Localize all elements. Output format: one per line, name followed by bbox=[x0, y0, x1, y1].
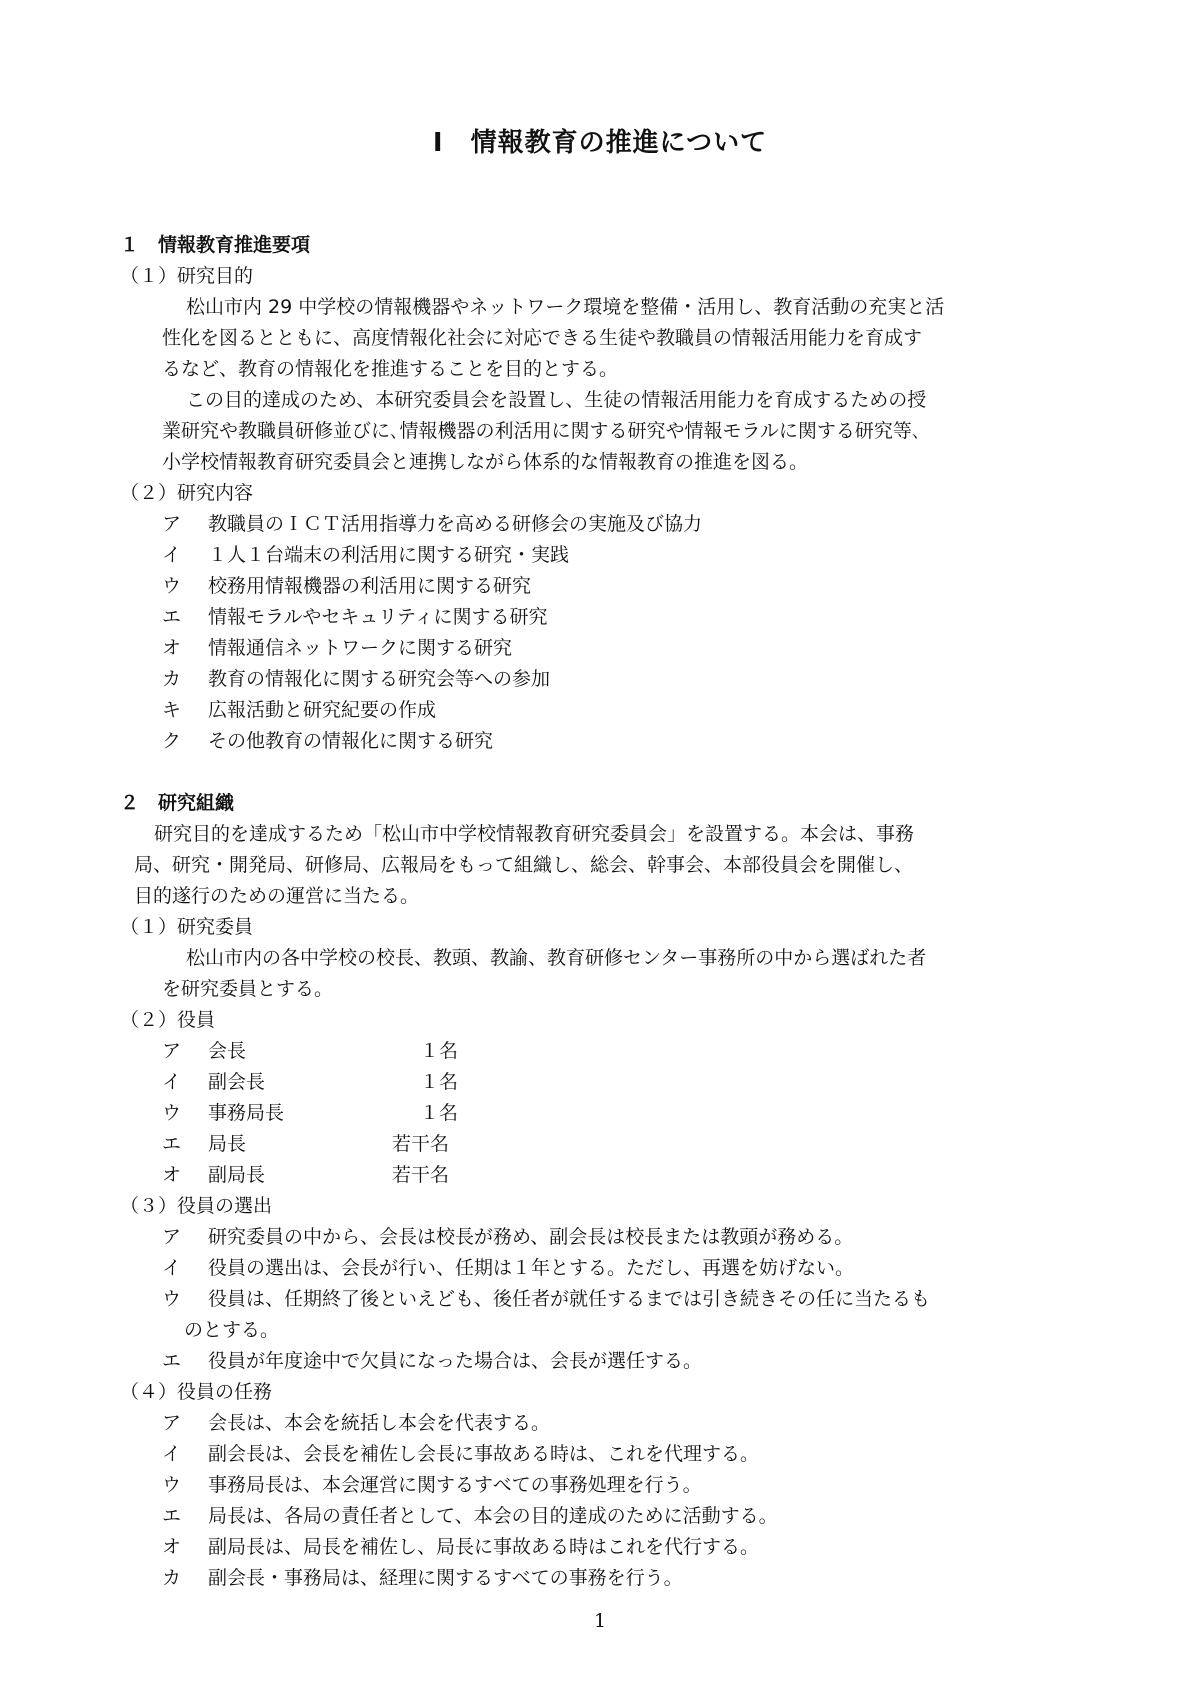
subsection-heading: （２）研究内容 bbox=[120, 482, 254, 504]
officer-count: １名 bbox=[420, 1102, 459, 1124]
subsection-heading: （２）役員 bbox=[120, 1009, 216, 1031]
list-mark: ア bbox=[162, 1040, 182, 1062]
list-text: 教職員のＩＣＴ活用指導力を高める研修会の実施及び協力 bbox=[208, 513, 703, 535]
list-text: 情報通信ネットワークに関する研究 bbox=[208, 637, 513, 659]
list-mark: キ bbox=[162, 699, 182, 721]
list-text: 副局長は、局長を補佐し、局長に事故ある時はこれを代行する。 bbox=[208, 1536, 760, 1558]
section-heading: ２ 研究組織 bbox=[120, 792, 235, 814]
officer-count: １名 bbox=[420, 1071, 459, 1093]
paragraph-line: 研究目的を達成するため「松山市中学校情報教育研究委員会」を設置する。本会は、事務 bbox=[154, 823, 915, 845]
list-mark: オ bbox=[162, 1164, 182, 1186]
officer-role: 副局長 bbox=[208, 1164, 266, 1186]
list-mark: ア bbox=[162, 513, 182, 535]
list-mark: イ bbox=[162, 1443, 182, 1465]
officer-count: 若干名 bbox=[392, 1133, 450, 1155]
paragraph-line: 局、研究・開発局、研修局、広報局をもって組織し、総会、幹事会、本部役員会を開催し、 bbox=[134, 854, 914, 876]
page-title: Ⅰ 情報教育の推進について bbox=[432, 128, 768, 158]
paragraph-line: 松山市内の各中学校の校長、教頭、教諭、教育研修センター事務所の中から選ばれた者 bbox=[186, 947, 927, 969]
list-item-continuation: のとする。 bbox=[184, 1319, 280, 1341]
list-mark: イ bbox=[162, 1071, 182, 1093]
list-mark: イ bbox=[162, 544, 182, 566]
list-text: １人１台端末の利活用に関する研究・実践 bbox=[208, 544, 570, 566]
paragraph-line: この目的達成のため、本研究委員会を設置し、生徒の情報活用能力を育成するための授 bbox=[186, 389, 927, 411]
list-text: 教育の情報化に関する研究会等への参加 bbox=[208, 668, 551, 690]
subsection-heading: （４）役員の任務 bbox=[120, 1381, 273, 1403]
list-mark: オ bbox=[162, 637, 182, 659]
paragraph-line: るなど、教育の情報化を推進することを目的とする。 bbox=[162, 358, 619, 380]
list-text: 副会長は、会長を補佐し会長に事故ある時は、これを代理する。 bbox=[208, 1443, 760, 1465]
page-number: 1 bbox=[593, 1610, 607, 1632]
list-mark: ウ bbox=[162, 575, 182, 597]
list-mark: ク bbox=[162, 730, 182, 752]
paragraph-line: 松山市内 29 中学校の情報機器やネットワーク環境を整備・活用し、教育活動の充実と活 bbox=[186, 296, 945, 318]
list-text: 会長は、本会を統括し本会を代表する。 bbox=[208, 1412, 551, 1434]
list-mark: エ bbox=[162, 606, 182, 628]
list-text: 役員は、任期終了後といえども、後任者が就任するまでは引き続きその任に当たるも bbox=[208, 1288, 931, 1310]
list-text: 副会長・事務局は、経理に関するすべての事務を行う。 bbox=[208, 1567, 683, 1589]
list-text: その他教育の情報化に関する研究 bbox=[208, 730, 494, 752]
list-text: 広報活動と研究紀要の作成 bbox=[208, 699, 437, 721]
list-mark: カ bbox=[162, 1567, 182, 1589]
list-text: 役員が年度途中で欠員になった場合は、会長が選任する。 bbox=[208, 1350, 703, 1372]
officer-role: 副会長 bbox=[208, 1071, 266, 1093]
subsection-heading: （３）役員の選出 bbox=[120, 1195, 273, 1217]
officer-count: 若干名 bbox=[392, 1164, 450, 1186]
list-mark: ア bbox=[162, 1412, 182, 1434]
list-text: 役員の選出は、会長が行い、任期は１年とする。ただし、再選を妨げない。 bbox=[208, 1257, 855, 1279]
list-mark: ウ bbox=[162, 1102, 182, 1124]
paragraph-line: 目的遂行のための運営に当たる。 bbox=[134, 885, 420, 907]
officer-count: １名 bbox=[420, 1040, 459, 1062]
list-text: 情報モラルやセキュリティに関する研究 bbox=[208, 606, 548, 628]
officer-role: 会長 bbox=[208, 1040, 247, 1062]
list-mark: エ bbox=[162, 1350, 182, 1372]
section-heading: １ 情報教育推進要項 bbox=[120, 234, 311, 256]
paragraph-line: 小学校情報教育研究委員会と連携しながら体系的な情報教育の推進を図る。 bbox=[162, 451, 809, 473]
paragraph-line: 業研究や教職員研修並びに､情報機器の利活用に関する研究や情報モラルに関する研究等､ bbox=[162, 420, 922, 442]
list-mark: ウ bbox=[162, 1474, 182, 1496]
list-mark: エ bbox=[162, 1505, 182, 1527]
list-text: 研究委員の中から、会長は校長が務め、副会長は校長または教頭が務める。 bbox=[208, 1226, 854, 1248]
paragraph-line: 性化を図るとともに、高度情報化社会に対応できる生徒や教職員の情報活用能力を育成す bbox=[162, 327, 923, 349]
officer-role: 局長 bbox=[208, 1133, 247, 1155]
subsection-heading: （１）研究目的 bbox=[120, 265, 254, 287]
list-mark: ウ bbox=[162, 1288, 182, 1310]
list-mark: イ bbox=[162, 1257, 182, 1279]
subsection-heading: （１）研究委員 bbox=[120, 916, 254, 938]
list-mark: エ bbox=[162, 1133, 182, 1155]
list-text: 校務用情報機器の利活用に関する研究 bbox=[208, 575, 532, 597]
list-mark: カ bbox=[162, 668, 182, 690]
list-text: 局長は、各局の責任者として、本会の目的達成のために活動する。 bbox=[208, 1505, 778, 1527]
paragraph-line: を研究委員とする。 bbox=[162, 978, 334, 1000]
list-mark: オ bbox=[162, 1536, 182, 1558]
officer-role: 事務局長 bbox=[208, 1102, 285, 1124]
list-mark: ア bbox=[162, 1226, 182, 1248]
list-text: 事務局長は、本会運営に関するすべての事務処理を行う。 bbox=[208, 1474, 702, 1496]
